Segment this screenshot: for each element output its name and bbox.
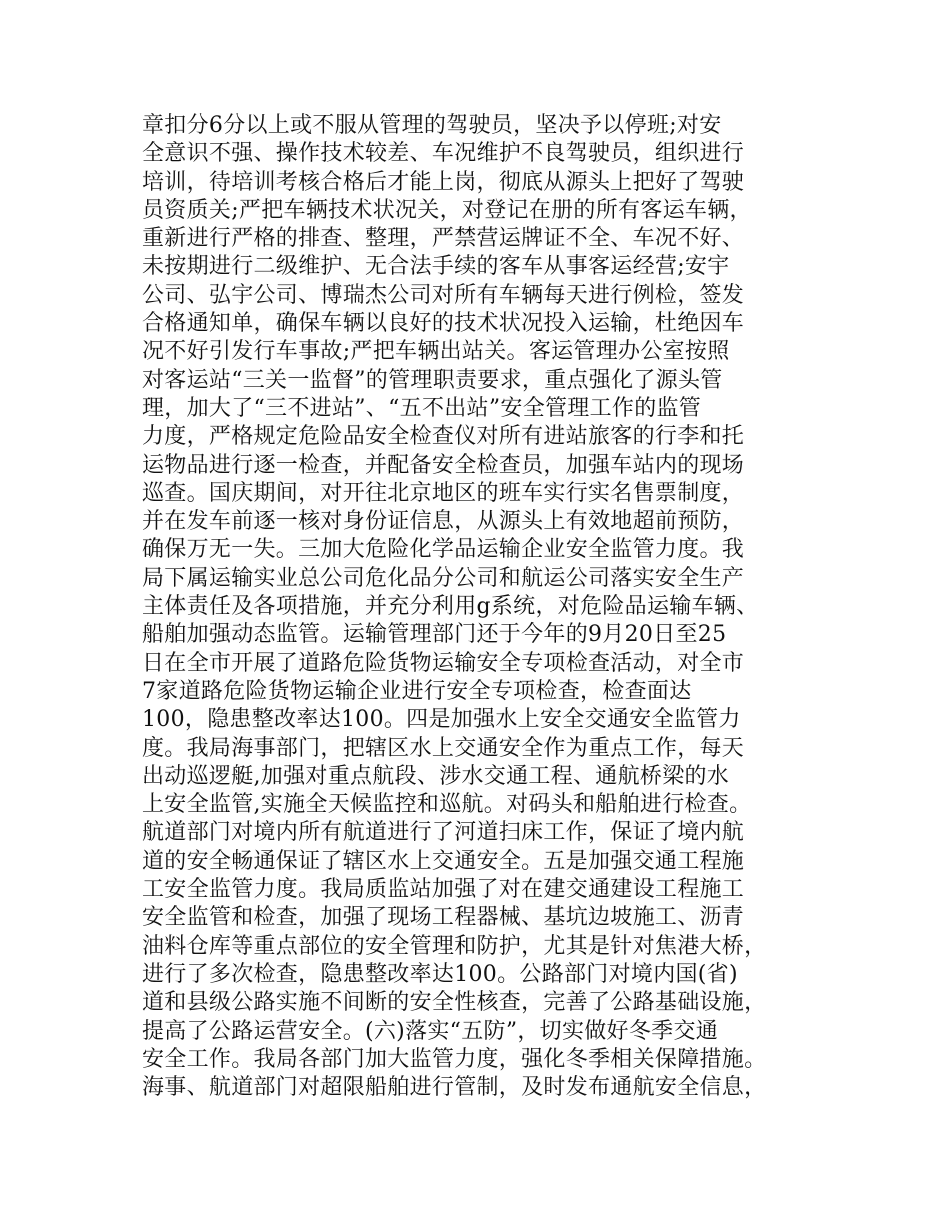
text-line: 油料仓库等重点部位的安全管理和防护，尤其是针对焦港大桥， [142,933,767,959]
text-line: 进行了多次检查，隐患整改率达100。公路部门对境内国(省) [142,961,738,987]
text-line: 公司、弘宇公司、博瑞杰公司对所有车辆每天进行例检，签发 [142,282,745,308]
text-line: 出动巡逻艇,加强对重点航段、涉水交通工程、通航桥梁的水 [142,763,730,789]
text-line: 100，隐患整改率达100。四是加强水上安全交通安全监管力 [142,707,741,733]
text-line: 况不好引发行车事故;严把车辆出站关。客运管理办公室按照 [142,339,730,365]
text-line: 力度，严格规定危险品安全检查仪对所有进站旅客的行李和托 [142,424,745,450]
text-line: 道和县级公路实施不间断的安全性核查，完善了公路基础设施， [142,990,767,1016]
text-line: 上安全监管,实施全天候监控和巡航。对码头和船舶进行检查。 [142,792,752,818]
text-line: 日在全市开展了道路危险货物运输安全专项检查活动，对全市 [142,650,745,676]
text-line: 安全监管和检查，加强了现场工程器械、基坑边坡施工、沥青 [142,905,745,931]
text-line: 全意识不强、操作技术较差、车况维护不良驾驶员，组织进行 [142,141,745,167]
text-line: 运物品进行逐一检查，并配备安全检查员，加强车站内的现场 [142,452,745,478]
text-line: 对客运站“三关一监督”的管理职责要求，重点强化了源头管 [142,367,723,393]
text-line: 未按期进行二级维护、无合法手续的客车从事客运经营;安宇 [142,254,730,280]
text-line: 巡查。国庆期间，对开往北京地区的班车实行实名售票制度， [142,480,745,506]
text-line: 培训，待培训考核合格后才能上岗，彻底从源头上把好了驾驶 [142,169,745,195]
text-line: 海事、航道部门对超限船舶进行管制，及时发布通航安全信息， [142,1075,767,1101]
text-line: 主体责任及各项措施，并充分利用g系统，对危险品运输车辆、 [142,594,759,620]
text-line: 确保万无一失。三加大危险化学品运输企业安全监管力度。我 [142,537,745,563]
text-line: 度。我局海事部门，把辖区水上交通安全作为重点工作，每天 [142,735,745,761]
text-line: 提高了公路运营安全。(六)落实“五防”，切实做好冬季交通 [142,1018,719,1044]
text-line: 合格通知单，确保车辆以良好的技术状况投入运输，杜绝因车 [142,311,745,337]
text-line: 重新进行严格的排查、整理，严禁营运牌证不全、车况不好、 [142,226,745,252]
text-line: 安全工作。我局各部门加大监管力度，强化冬季相关保障措施。 [142,1046,767,1072]
text-line: 航道部门对境内所有航道进行了河道扫床工作，保证了境内航 [142,820,745,846]
text-line: 道的安全畅通保证了辖区水上交通安全。五是加强交通工程施 [142,848,745,874]
text-line: 理，加大了“三不进站”、“五不出站”安全管理工作的监管 [142,395,702,421]
text-line: 船舶加强动态监管。运输管理部门还于今年的9月20日至25 [142,622,727,648]
text-line: 工安全监管力度。我局质监站加强了对在建交通建设工程施工 [142,877,745,903]
text-line: 局下属运输实业总公司危化品分公司和航运公司落实安全生产 [142,565,745,591]
body-text [142,112,832,1102]
text-line: 7家道路危险货物运输企业进行安全专项检查，检查面达 [142,678,692,704]
text-line: 员资质关;严把车辆技术状况关，对登记在册的所有客运车辆， [142,197,752,223]
text-line: 并在发车前逐一核对身份证信息，从源头上有效地超前预防， [142,509,745,535]
text-line: 章扣分6分以上或不服从管理的驾驶员，坚决予以停班;对安 [142,113,722,138]
